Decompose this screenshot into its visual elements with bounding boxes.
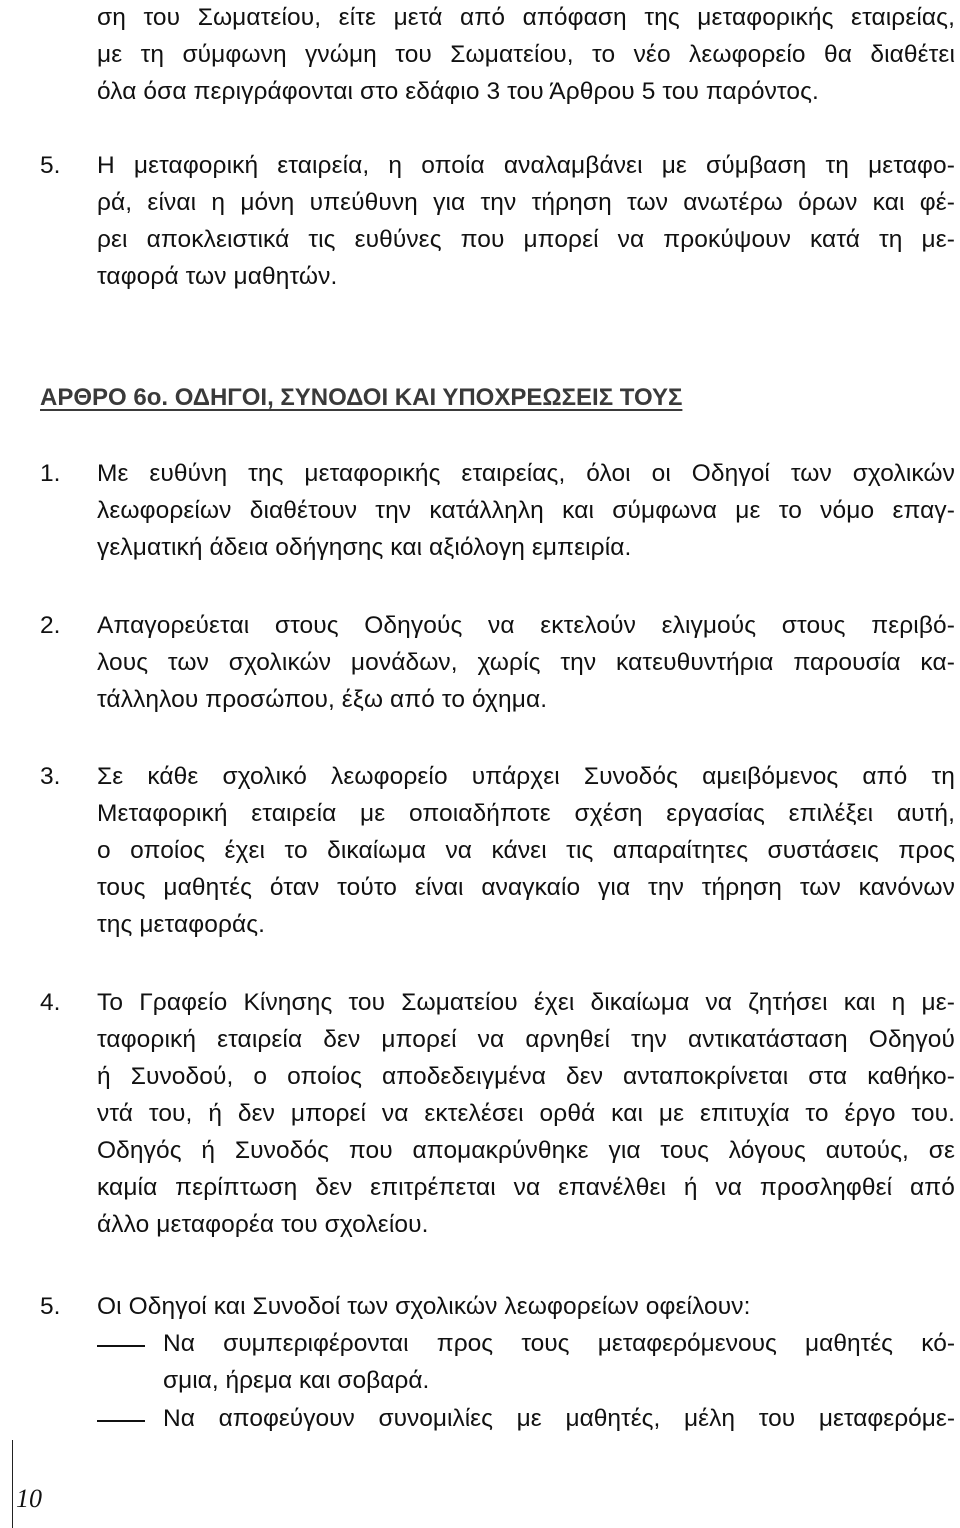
prev-item-line: Η μεταφορική εταιρεία, η οποία αναλαμβάνει με σύμβαση τη μεταφο-	[97, 152, 955, 179]
item-line: Σε κάθε σχολικό λεωφορείο υπάρχει Συνοδός αμειβόμενος από τη	[97, 763, 955, 790]
item-line: Μεταφορική εταιρεία με οποιαδήποτε σχέση εργασίας επιλέξει αυτή,	[97, 800, 955, 827]
dash-bullet	[97, 1345, 145, 1347]
item-line: Οι Οδηγοί και Συνοδοί των σχολικών λεωφορείων οφείλουν:	[97, 1293, 751, 1320]
item-line: ο οποίος έχει το δικαίωμα να κάνει τις απαραίτητες συστάσεις προς	[97, 837, 955, 864]
subitem-line: Να συμπεριφέρονται προς τους μεταφερόμενους μαθητές κό-	[163, 1330, 955, 1357]
item-line: τους μαθητές όταν τούτο είναι αναγκαίο για την τήρηση των κανόνων	[97, 874, 955, 901]
prev-item-line: ταφορά των μαθητών.	[97, 263, 338, 290]
item-line: Το Γραφείο Κίνησης του Σωματείου έχει δικαίωμα να ζητήσει και η με-	[97, 989, 955, 1016]
item-number: 1.	[40, 460, 61, 487]
intro-line: ση του Σωματείου, είτε μετά από απόφαση της μεταφορικής εταιρείας,	[97, 4, 955, 31]
item-line: ή Συνοδού, ο οποίος αποδεδειγμένα δεν ανταποκρίνεται στα καθήκο-	[97, 1063, 955, 1090]
item-line: της μεταφοράς.	[97, 911, 266, 938]
dash-bullet	[97, 1420, 145, 1422]
item-line: γελματική άδεια οδήγησης και αξιόλογη εμπειρία.	[97, 534, 632, 561]
article-heading: ΑΡΘΡΟ 6ο. ΟΔΗΓΟΙ, ΣΥΝΟΔΟΙ ΚΑΙ ΥΠΟΧΡΕΩΣΕΙΣ ΤΟΥΣ	[40, 384, 683, 411]
prev-item-line: ρά, είναι η μόνη υπεύθυνη για την τήρηση των ανωτέρω όρων και φέ-	[97, 189, 955, 216]
item-number: 5.	[40, 1293, 61, 1320]
item-line: άλλο μεταφορέα του σχολείου.	[97, 1211, 429, 1238]
item-number: 2.	[40, 612, 61, 639]
item-line: λους των σχολικών μονάδων, χωρίς την κατευθυντήρια παρουσία κα-	[97, 649, 955, 676]
prev-item-line: ρει αποκλειστικά τις ευθύνες που μπορεί να προκύψουν κατά τη με-	[97, 226, 955, 253]
item-number: 3.	[40, 763, 61, 790]
item-line: καμία περίπτωση δεν επιτρέπεται να επανέλθει ή να προσληφθεί από	[97, 1174, 955, 1201]
intro-line: όλα όσα περιγράφονται στο εδάφιο 3 του Άρθρου 5 του παρόντος.	[97, 78, 819, 105]
item-line: τάλληλου προσώπου, έξω από το όχημα.	[97, 686, 548, 713]
page-number: 10	[16, 1484, 42, 1513]
subitem-line: σμια, ήρεμα και σοβαρά.	[163, 1367, 430, 1394]
item-line: λεωφορείων διαθέτουν την κατάλληλη και σύμφωνα με το νόμο επαγ-	[97, 497, 955, 524]
item-line: Οδηγός ή Συνοδός που απομακρύνθηκε για τους λόγους αυτούς, σε	[97, 1137, 955, 1164]
item-line: Απαγορεύεται στους Οδηγούς να εκτελούν ελιγμούς στους περιβό-	[97, 612, 955, 639]
subitem-line: Να αποφεύγουν συνομιλίες με μαθητές, μέλη του μεταφερόμε-	[163, 1405, 955, 1432]
item-line: Με ευθύνη της μεταφορικής εταιρείας, όλοι οι Οδηγοί των σχολικών	[97, 460, 955, 487]
intro-line: με τη σύμφωνη γνώμη του Σωματείου, το νέο λεωφορείο θα διαθέτει	[97, 41, 955, 68]
item-number: 4.	[40, 989, 61, 1016]
page-number-rule	[12, 1440, 13, 1528]
item-line: ντά του, ή δεν μπορεί να εκτελέσει ορθά και με επιτυχία το έργο του.	[97, 1100, 955, 1127]
prev-item-number: 5.	[40, 152, 61, 179]
item-line: ταφορική εταιρεία δεν μπορεί να αρνηθεί την αντικατάσταση Οδηγού	[97, 1026, 955, 1053]
